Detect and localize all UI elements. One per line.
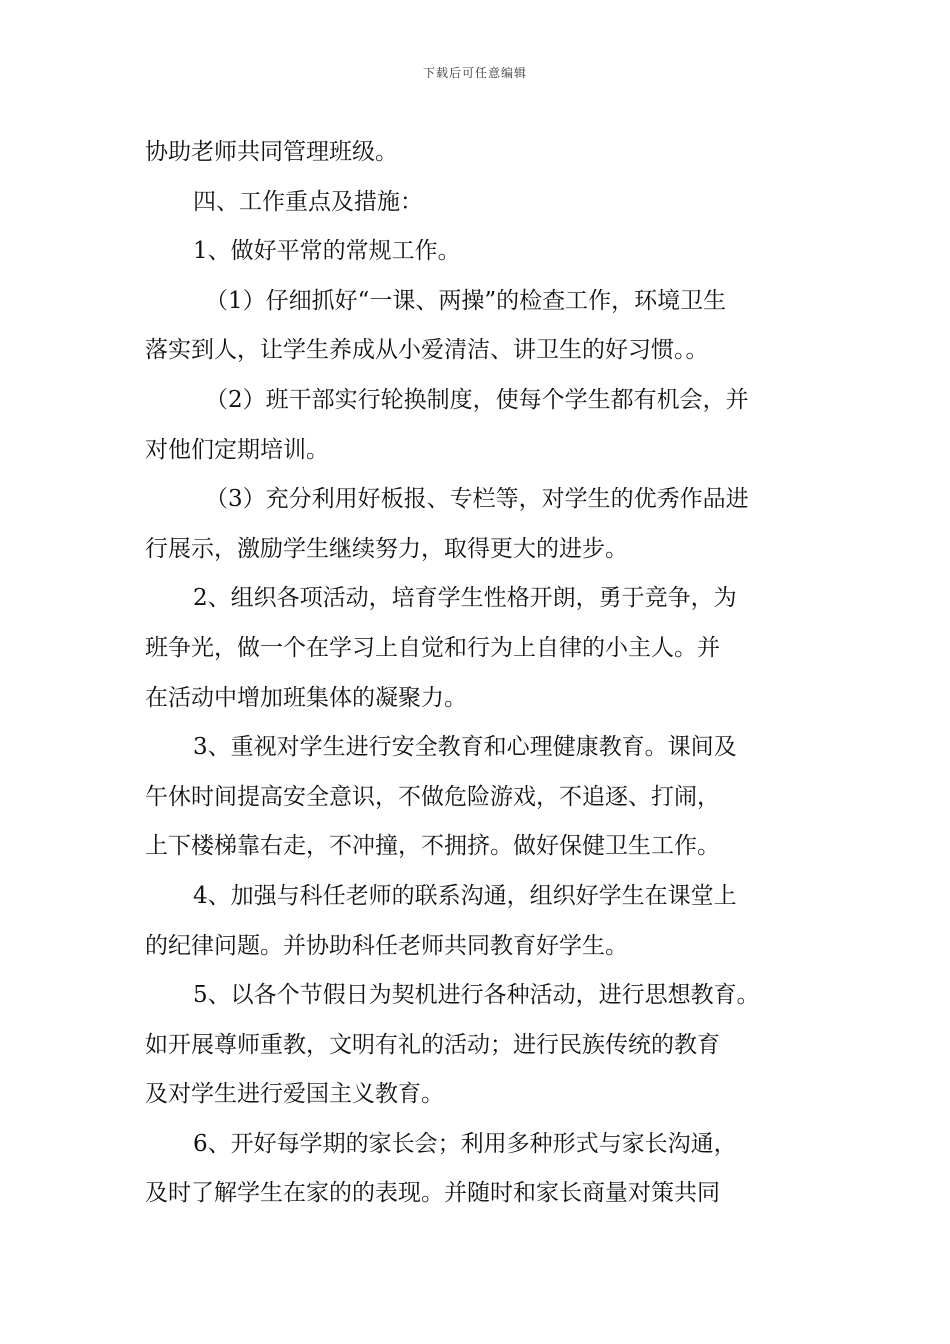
document-body [145, 128, 805, 1219]
text-line: 及对学生进行爱国主义教育。 [145, 1081, 444, 1108]
text-line: 午休时间提高安全意识，不做危险游戏，不追逐、打闹， [145, 783, 720, 810]
text-line: 协助老师共同管理班级。 [145, 139, 398, 165]
text-line: 2、组织各项活动，培育学生性格开朗，勇于竞争，为 [193, 585, 737, 612]
text-line: 的纪律问题。并协助科任老师共同教育好学生。 [145, 932, 628, 959]
text-line: （2）班干部实行轮换制度，使每个学生都有机会，并 [205, 386, 749, 413]
text-line: 如开展尊师重教，文明有礼的活动；进行民族传统的教育 [145, 1031, 720, 1058]
text-line: 及时了解学生在家的的表现。并随时和家长商量对策共同 [145, 1180, 720, 1207]
page-header: 下载后可任意编辑 [422, 66, 527, 80]
text-line: （3）充分利用好板报、专栏等，对学生的优秀作品进 [205, 486, 749, 513]
text-line: （1）仔细抓好“一课、两操”的检查工作，环境卫生 [205, 287, 727, 314]
text-line: 班争光，做一个在学习上自觉和行为上自律的小主人。并 [145, 634, 720, 661]
text-line: 上下楼梯靠右走，不冲撞，不拥挤。做好保健卫生工作。 [145, 833, 720, 860]
text-line: 四、工作重点及措施： [193, 188, 423, 215]
text-line: 行展示，激励学生继续努力，取得更大的进步。 [145, 535, 628, 562]
text-line: 6、开好每学期的家长会；利用多种形式与家长沟通， [193, 1130, 737, 1157]
text-line: 3、重视对学生进行安全教育和心理健康教育。课间及 [193, 734, 737, 761]
text-line: 4、加强与科任老师的联系沟通，组织好学生在课堂上 [193, 882, 737, 909]
text-line: 5、以各个节假日为契机进行各种活动，进行思想教育。 [193, 982, 760, 1009]
text-line: 在活动中增加班集体的凝聚力。 [145, 684, 467, 711]
text-line: 落实到人，让学生养成从小爱清洁、讲卫生的好习惯。。 [145, 337, 709, 364]
text-line: 对他们定期培训。 [145, 436, 329, 463]
text-line: 1、做好平常的常规工作。 [193, 238, 461, 265]
